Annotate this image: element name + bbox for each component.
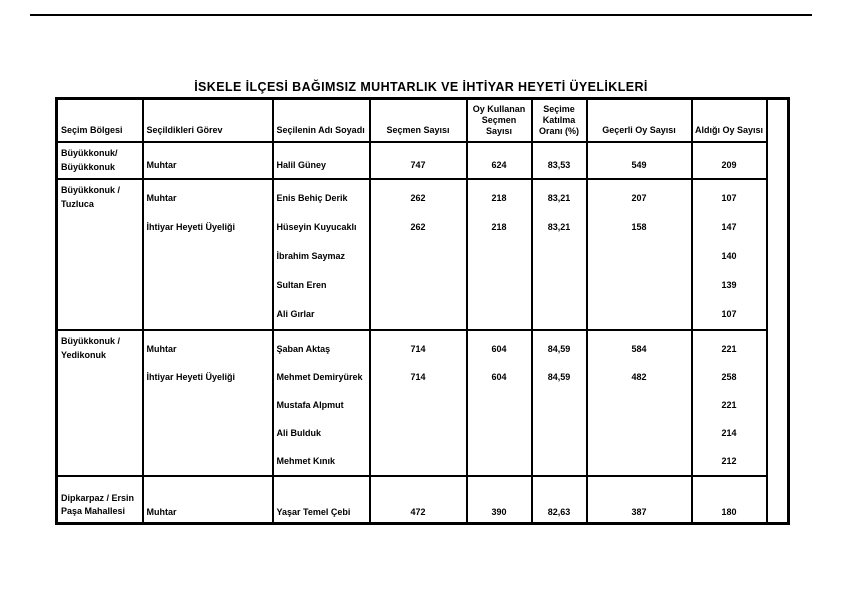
role-label: İhtiyar Heyeti Üyeliği — [146, 222, 236, 232]
katilma-cell — [532, 179, 587, 330]
spacer-cell — [767, 99, 789, 142]
empty-slot — [371, 447, 466, 475]
candidate-name: Mehmet Kınık — [276, 455, 336, 466]
empty-slot — [533, 419, 586, 447]
empty-slot — [588, 271, 691, 300]
candidate-name: Hüseyin Kuyucaklı — [276, 222, 357, 232]
value-secmen: 747 — [410, 159, 426, 170]
region-cell — [57, 476, 143, 524]
election-results-table — [55, 97, 790, 525]
col-header-secim-bolgesi: Seçim Bölgesi — [57, 99, 143, 142]
secmen-cell — [370, 142, 467, 179]
value-katilma: 84,59 — [547, 343, 571, 354]
region-line: Yedikonuk — [61, 349, 107, 360]
header-line: Katılma — [542, 115, 576, 126]
secmen-cell — [370, 330, 467, 476]
empty-slot — [533, 242, 586, 271]
value-oy-kullanan: 218 — [491, 193, 507, 203]
spacer-cell — [767, 142, 789, 179]
role-cell — [143, 142, 273, 179]
value-katilma: 83,21 — [547, 193, 571, 203]
role-cell — [143, 476, 273, 524]
value-gecerli: 387 — [631, 507, 647, 517]
empty-slot — [144, 271, 272, 300]
aldigi-cell — [692, 330, 767, 476]
empty-slot — [371, 300, 466, 329]
candidate-name: Sultan Eren — [276, 280, 327, 290]
value-katilma: 83,53 — [547, 159, 571, 170]
value-katilma: 83,21 — [547, 222, 571, 232]
table-row-tuzluca — [57, 179, 789, 330]
col-header-oy-kullanan-secmen-sayisi — [467, 99, 532, 142]
empty-slot — [533, 447, 586, 475]
role-label: Muhtar — [146, 507, 177, 517]
value-oy-kullanan: 604 — [491, 371, 507, 382]
header-line: Oranı (%) — [538, 126, 579, 137]
role-label: İhtiyar Heyeti Üyeliği — [146, 371, 236, 382]
role-label: Muhtar — [146, 159, 177, 170]
value-secmen: 262 — [410, 193, 426, 203]
role-cell — [143, 179, 273, 330]
empty-slot — [371, 391, 466, 419]
col-header-secime-katilma-orani — [532, 99, 587, 142]
role-label: Muhtar — [146, 343, 177, 354]
name-cell — [273, 330, 370, 476]
empty-slot — [371, 242, 466, 271]
aldigi-cell — [692, 179, 767, 330]
table-row-yedikonuk — [57, 330, 789, 476]
name-cell — [273, 179, 370, 330]
candidate-name: Enis Behiç Derik — [276, 193, 348, 203]
value-oy-kullanan: 624 — [491, 159, 507, 170]
value-aldigi: 147 — [721, 222, 737, 232]
spacer-cell — [767, 179, 789, 330]
empty-slot — [144, 447, 272, 475]
role-cell — [143, 330, 273, 476]
candidate-name: Yaşar Temel Çebi — [276, 507, 351, 517]
empty-slot — [588, 300, 691, 329]
empty-slot — [588, 242, 691, 271]
value-gecerli: 549 — [631, 159, 647, 170]
value-aldigi: 139 — [721, 280, 737, 290]
value-secmen: 714 — [410, 371, 426, 382]
value-aldigi: 209 — [721, 159, 737, 170]
katilma-cell — [532, 476, 587, 524]
value-aldigi: 140 — [721, 251, 737, 261]
aldigi-cell — [692, 142, 767, 179]
region-cell — [57, 179, 143, 330]
empty-slot — [468, 391, 531, 419]
value-aldigi: 258 — [721, 371, 737, 382]
region-line: Dipkarpaz / Ersin — [61, 493, 135, 503]
spacer-cell — [767, 476, 789, 524]
table-row-buyukkonuk — [57, 142, 789, 179]
table-row-dipkarpaz-ersin-pasa — [57, 476, 789, 524]
name-cell — [273, 476, 370, 524]
header-line: Sayısı — [485, 126, 513, 137]
region-line: Tuzluca — [61, 198, 94, 209]
col-header-secilenin-adi-soyadi: Seçilenin Adı Soyadı — [273, 99, 370, 142]
gecerli-cell — [587, 179, 692, 330]
page-title: İSKELE İLÇESİ BAĞIMSIZ MUHTARLIK VE İHTİYAR HEYETİ ÜYELİKLERİ — [194, 80, 648, 94]
empty-slot — [371, 419, 466, 447]
col-header-gecerli-oy-sayisi: Geçerli Oy Sayısı — [587, 99, 692, 142]
header-line: Seçmen — [481, 115, 517, 126]
region-line: Büyükkonuk — [61, 161, 116, 172]
candidate-name: Ali Gırlar — [276, 309, 315, 319]
value-aldigi: 180 — [721, 507, 737, 517]
empty-slot — [468, 242, 531, 271]
value-secmen: 472 — [410, 507, 426, 517]
candidate-name: Halil Güney — [276, 159, 327, 170]
empty-slot — [468, 419, 531, 447]
empty-slot — [533, 391, 586, 419]
region-line: Büyükkonuk / — [61, 184, 121, 195]
value-oy-kullanan: 390 — [491, 507, 507, 517]
oy-kullanan-cell — [467, 142, 532, 179]
gecerli-cell — [587, 142, 692, 179]
empty-slot — [371, 271, 466, 300]
value-secmen: 714 — [410, 343, 426, 354]
col-header-secildikleri-gorev: Seçildikleri Görev — [143, 99, 273, 142]
col-header-secmen-sayisi: Seçmen Sayısı — [370, 99, 467, 142]
value-aldigi: 212 — [721, 455, 737, 466]
spacer-cell — [767, 330, 789, 476]
candidate-name: Şaban Aktaş — [276, 343, 331, 354]
katilma-cell — [532, 142, 587, 179]
empty-slot — [468, 271, 531, 300]
value-oy-kullanan: 218 — [491, 222, 507, 232]
value-gecerli: 207 — [631, 193, 647, 203]
value-aldigi: 107 — [721, 193, 737, 203]
oy-kullanan-cell — [467, 330, 532, 476]
gecerli-cell — [587, 330, 692, 476]
empty-slot — [144, 300, 272, 329]
value-aldigi: 221 — [721, 399, 737, 410]
region-line: Büyükkonuk / — [61, 335, 121, 346]
value-secmen: 262 — [410, 222, 426, 232]
empty-slot — [588, 447, 691, 475]
region-cell — [57, 330, 143, 476]
value-aldigi: 214 — [721, 427, 737, 438]
gecerli-cell — [587, 476, 692, 524]
name-cell — [273, 142, 370, 179]
candidate-name: Mehmet Demiryürek — [276, 371, 363, 382]
region-cell — [57, 142, 143, 179]
value-gecerli: 158 — [631, 222, 647, 232]
value-aldigi: 107 — [721, 309, 737, 319]
empty-slot — [533, 271, 586, 300]
header-line: Oy Kullanan — [472, 104, 526, 115]
secmen-cell — [370, 476, 467, 524]
value-katilma: 82,63 — [547, 507, 571, 517]
candidate-name: İbrahim Saymaz — [276, 251, 346, 261]
page-top-rule — [30, 14, 812, 16]
empty-slot — [468, 447, 531, 475]
empty-slot — [588, 391, 691, 419]
region-line: Büyükkonuk/ — [61, 147, 118, 158]
oy-kullanan-cell — [467, 476, 532, 524]
katilma-cell — [532, 330, 587, 476]
empty-slot — [144, 242, 272, 271]
value-aldigi: 221 — [721, 343, 737, 354]
role-label: Muhtar — [146, 193, 177, 203]
region-line: Paşa Mahallesi — [61, 506, 126, 516]
col-header-aldigi-oy-sayisi: Aldığı Oy Sayısı — [692, 99, 767, 142]
empty-slot — [468, 300, 531, 329]
candidate-name: Mustafa Alpmut — [276, 399, 344, 410]
empty-slot — [144, 391, 272, 419]
empty-slot — [144, 419, 272, 447]
candidate-name: Ali Bulduk — [276, 427, 321, 438]
empty-slot — [588, 419, 691, 447]
empty-slot — [533, 300, 586, 329]
value-katilma: 84,59 — [547, 371, 571, 382]
value-oy-kullanan: 604 — [491, 343, 507, 354]
header-line: Seçime — [543, 104, 575, 115]
header-row — [57, 99, 789, 142]
value-gecerli: 584 — [631, 343, 647, 354]
aldigi-cell — [692, 476, 767, 524]
secmen-cell — [370, 179, 467, 330]
oy-kullanan-cell — [467, 179, 532, 330]
value-gecerli: 482 — [631, 371, 647, 382]
